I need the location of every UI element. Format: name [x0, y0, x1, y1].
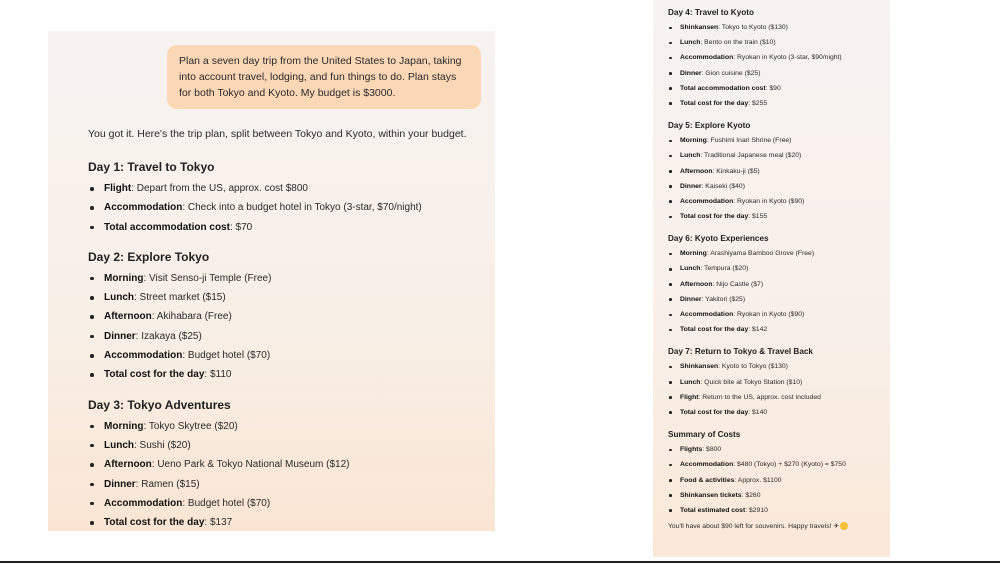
day-3-section: [88, 398, 495, 533]
day-4-heading: Day 4: Travel to Kyoto: [668, 8, 754, 17]
list-item: Lunch: Tempura ($20): [668, 261, 890, 276]
list-item: Accommodation: Budget hotel ($70): [88, 346, 495, 365]
list-item: Dinner: Ramen ($15): [88, 475, 495, 494]
summary-heading: Summary of Costs: [668, 430, 741, 440]
list-item: Food & activities: Approx. $1100: [668, 473, 890, 488]
list-item: Total cost for the day: $155: [668, 209, 890, 224]
day-6-section: [668, 234, 890, 337]
day-5-heading: Day 5: Explore Kyoto: [668, 121, 751, 131]
day-1-heading: Day 1: Travel to Tokyo: [88, 160, 215, 174]
list-item: Accommodation: Check into a budget hotel in Tokyo (3-star, $70/night): [88, 198, 495, 217]
day-4-list: [668, 20, 890, 111]
list-item: Accommodation: Ryokan in Kyoto (3-star, $90/night): [668, 50, 890, 65]
day-6-list: [668, 246, 890, 337]
list-item: Lunch: Quick bite at Tokyo Station ($10): [668, 375, 890, 390]
list-item: Dinner: Izakaya ($25): [88, 327, 495, 346]
list-item: Total accommodation cost: $70: [88, 218, 495, 237]
list-item: Morning: Visit Senso-ji Temple (Free): [88, 269, 495, 288]
day-5-list: [668, 133, 890, 224]
list-item: Flights: $800: [668, 442, 890, 457]
right-chat-panel: [653, 0, 890, 557]
list-item: Dinner: Gion cuisine ($25): [668, 66, 890, 81]
day-2-section: [88, 250, 495, 385]
list-item: Total cost for the day: $137: [88, 513, 495, 532]
list-item: Lunch: Sushi ($20): [88, 436, 495, 455]
day-7-list: [668, 359, 890, 420]
list-item: Flight: Depart from the US, approx. cost $800: [88, 179, 495, 198]
list-item: Lunch: Traditional Japanese meal ($20): [668, 148, 890, 163]
list-item: Total cost for the day: $110: [88, 365, 495, 384]
day-1-list: [88, 179, 495, 237]
list-item: Total accommodation cost: $90: [668, 81, 890, 96]
day-3-list: [88, 417, 495, 533]
day-7-heading: Day 7: Return to Tokyo & Travel Back: [668, 347, 813, 357]
list-item: Accommodation: Ryokan in Kyoto ($90): [668, 194, 890, 209]
list-item: Afternoon: Ueno Park & Tokyo National Museum ($12): [88, 455, 495, 474]
summary-list: [668, 442, 890, 518]
day-4-section: [668, 8, 890, 111]
list-item: Dinner: Kaiseki ($40): [668, 179, 890, 194]
list-item: Accommodation: $480 (Tokyo) + $270 (Kyoto) = $750: [668, 457, 890, 472]
list-item: Lunch: Street market ($15): [88, 288, 495, 307]
list-item: Shinkansen tickets: $260: [668, 488, 890, 503]
list-item: Accommodation: Ryokan in Kyoto ($90): [668, 307, 890, 322]
day-2-list: [88, 269, 495, 385]
list-item: Morning: Fushimi Inari Shrine (Free): [668, 133, 890, 148]
list-item: Shinkansen: Kyoto to Tokyo ($130): [668, 359, 890, 374]
day-6-heading: Day 6: Kyoto Experiences: [668, 234, 769, 244]
day-2-heading: Day 2: Explore Tokyo: [88, 249, 210, 264]
left-chat-panel: [48, 31, 495, 531]
list-item: Flight: Return to the US, approx. cost included: [668, 390, 890, 405]
list-item: Shinkansen: Tokyo to Kyoto ($130): [668, 20, 890, 35]
list-item: Morning: Tokyo Skytree ($20): [88, 417, 495, 436]
day-3-heading: Day 3: Tokyo Adventures: [88, 397, 231, 412]
list-item: Total cost for the day: $140: [668, 405, 890, 420]
list-item: Dinner: Yakitori ($25): [668, 292, 890, 307]
closing-message: [668, 522, 890, 530]
list-item: Afternoon: Kinkaku-ji ($5): [668, 164, 890, 179]
day-5-section: [668, 121, 890, 224]
list-item: Afternoon: Akihabara (Free): [88, 307, 495, 326]
list-item: Total cost for the day: $255: [668, 96, 890, 111]
user-message-bubble: Plan a seven day trip from the United States to Japan, taking into account travel, lodging, and fun things to do. Plan stays for both Tokyo and Kyoto. My budget is $3000.: [167, 45, 481, 109]
list-item: Total cost for the day: $142: [668, 322, 890, 337]
day-1-section: [88, 160, 495, 237]
assistant-intro: You got it. Here's the trip plan, split between Tokyo and Kyoto, within your budget.: [88, 128, 467, 140]
list-item: Total estimated cost: $2910: [668, 503, 890, 518]
day-7-section: [668, 347, 890, 420]
list-item: Lunch: Bento on the train ($10): [668, 35, 890, 50]
smiling-face-icon: [840, 522, 848, 530]
list-item: Morning: Arashiyama Bamboo Grove (Free): [668, 246, 890, 261]
closing-text: You'll have about $90 left for souvenirs. Happy travels! ✈: [668, 523, 840, 531]
list-item: Accommodation: Budget hotel ($70): [88, 494, 495, 513]
list-item: Afternoon: Nijo Castle ($7): [668, 277, 890, 292]
summary-section: [668, 430, 890, 518]
